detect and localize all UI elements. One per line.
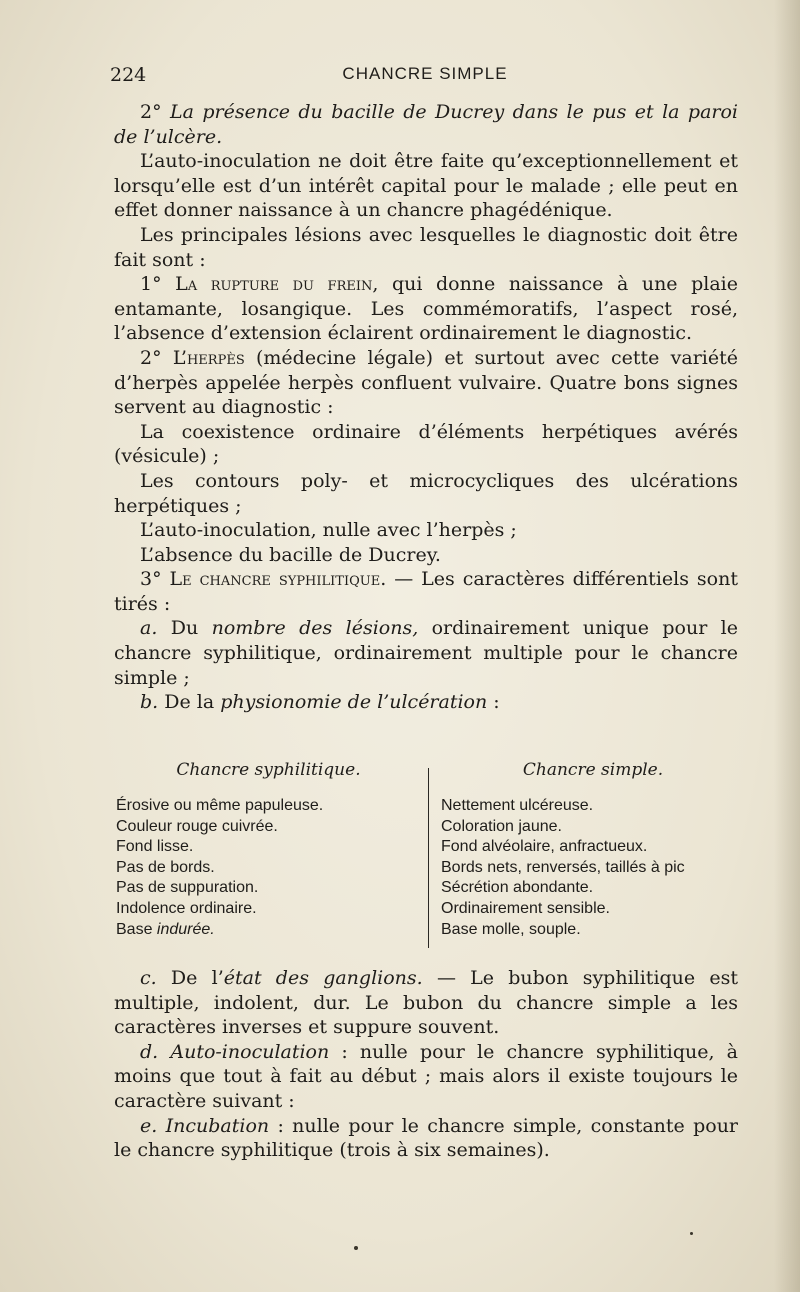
- italic-phrase: La présence du bacille de Ducrey dans le pus et la paroi de l’ulcère.: [114, 101, 739, 148]
- item-letter: d.: [140, 1040, 159, 1063]
- paragraph: [114, 272, 738, 346]
- paragraph: [114, 100, 738, 149]
- paragraph: [114, 1040, 738, 1114]
- page-header: [110, 64, 740, 88]
- paragraph: Les principales lésions avec lesquelles le diagnostic doit être fait sont :: [114, 223, 738, 271]
- italic-phrase: état des ganglions.: [223, 967, 423, 989]
- paragraph-text: Du: [170, 617, 199, 640]
- italic-phrase: indurée.: [156, 920, 215, 938]
- paragraph-text: De l’: [170, 967, 224, 989]
- feature-list: [441, 796, 745, 940]
- paragraph-text: De la: [164, 691, 215, 714]
- column-divider: [428, 768, 429, 948]
- italic-phrase: nombre des lésions,: [211, 617, 419, 640]
- feature-item: Ordinairement sensible.: [441, 899, 610, 917]
- column-chancre-simple: [441, 758, 745, 940]
- paragraph-text: ordinairement unique pour le chancre syphilitique, ordinairement multiple pour le chancre simple ;: [114, 617, 738, 689]
- paragraph-text: :: [493, 691, 500, 714]
- feature-item: Base molle, souple.: [441, 920, 581, 938]
- column-heading: Chancre simple.: [522, 760, 664, 780]
- feature-item: Érosive ou même papuleuse.: [116, 797, 324, 814]
- paragraph-text: : nulle pour le chancre syphilitique, à moins que tout à fait au début ; mais alors il existe toujours le caractère suivant :: [114, 1040, 739, 1112]
- column-chancre-syphilitique: [116, 758, 421, 940]
- running-title: CHANCRE SIMPLE: [342, 64, 508, 83]
- paragraph-text: qui donne naissance à une plaie entamante, losangique. Les commémoratifs, l’aspect rosé, l’absence d’extension éclairent ordinairement le diagnostic.: [114, 273, 738, 345]
- paragraph: [114, 567, 738, 616]
- item-number: 2°: [140, 346, 162, 369]
- paragraph: La coexistence ordinaire d’éléments herpétiques avérés (vésicule) ;: [114, 420, 738, 468]
- italic-phrase: Auto-inoculation: [170, 1040, 330, 1063]
- item-letter: a.: [140, 617, 158, 640]
- feature-text: Base: [116, 920, 153, 938]
- feature-item: Pas de suppuration.: [116, 879, 259, 897]
- feature-item: [116, 920, 421, 941]
- paragraph: [114, 1114, 738, 1163]
- paragraph-text: (médecine légale) et surtout avec cette variété d’herpès appelée herpès confluent vulvaire. Quatre bons signes servent au diagnostic :: [114, 346, 738, 419]
- page-number: 224: [110, 64, 147, 86]
- italic-phrase: Incubation: [165, 1114, 270, 1137]
- feature-item: Fond alvéolaire, anfractueux.: [441, 838, 648, 856]
- italic-phrase: physionomie de l’ulcération: [220, 691, 488, 714]
- item-number: 1°: [140, 273, 162, 296]
- item-letter: c.: [140, 967, 157, 989]
- item-number: 3°: [140, 568, 162, 591]
- item-letter: e.: [140, 1114, 158, 1137]
- paragraph-text: : nulle pour le chancre simple, constante pour le chancre syphilitique (trois à six semaines).: [114, 1114, 739, 1162]
- feature-item: Couleur rouge cuivrée.: [116, 817, 278, 835]
- paragraph: [114, 346, 738, 420]
- small-caps-term: La rupture du frein,: [175, 273, 379, 296]
- small-caps-term: L’herpès: [172, 346, 245, 369]
- paragraph: [114, 690, 738, 715]
- feature-item: Nettement ulcéreuse.: [441, 797, 594, 814]
- column-heading: Chancre syphilitique.: [176, 760, 361, 780]
- paragraph-text: — Le bubon syphilitique est multiple, indolent, dur. Le bubon du chancre simple a les caractères inverses et suppure souvent.: [114, 967, 739, 1039]
- paragraph: L’auto-inoculation, nulle avec l’herpès ;: [140, 519, 517, 542]
- paragraph: L’absence du bacille de Ducrey.: [140, 543, 441, 566]
- paragraph-text: — Les caractères différentiels sont tirés :: [114, 568, 738, 615]
- ink-speck: [690, 1232, 693, 1235]
- paragraph: L’auto-inoculation ne doit être faite qu’exceptionnellement et lorsqu’elle est d’un intérêt capital pour le malade ; elle peut en effet donner naissance à un chancre phagédénique.: [114, 150, 738, 222]
- feature-item: Pas de bords.: [116, 858, 215, 876]
- ink-speck: [354, 1246, 358, 1250]
- body-text-top: [114, 100, 738, 715]
- paragraph: [114, 966, 738, 1040]
- feature-item: Indolence ordinaire.: [116, 899, 257, 917]
- item-letter: b.: [140, 691, 159, 714]
- feature-item: Bords nets, renversés, taillés à pic: [441, 858, 685, 876]
- comparison-table: [114, 758, 742, 948]
- feature-item: Fond lisse.: [116, 838, 194, 856]
- page-edge-shadow: [774, 0, 800, 1292]
- feature-item: Sécrétion abondante.: [441, 879, 594, 897]
- item-number: 2°: [140, 101, 162, 123]
- small-caps-term: Le chancre syphilitique.: [169, 568, 387, 591]
- feature-list: [116, 796, 421, 940]
- paragraph: [114, 616, 738, 690]
- feature-item: Coloration jaune.: [441, 817, 562, 835]
- paragraph: Les contours poly- et microcycliques des ulcérations herpétiques ;: [114, 469, 738, 517]
- body-text-bottom: [114, 966, 738, 1163]
